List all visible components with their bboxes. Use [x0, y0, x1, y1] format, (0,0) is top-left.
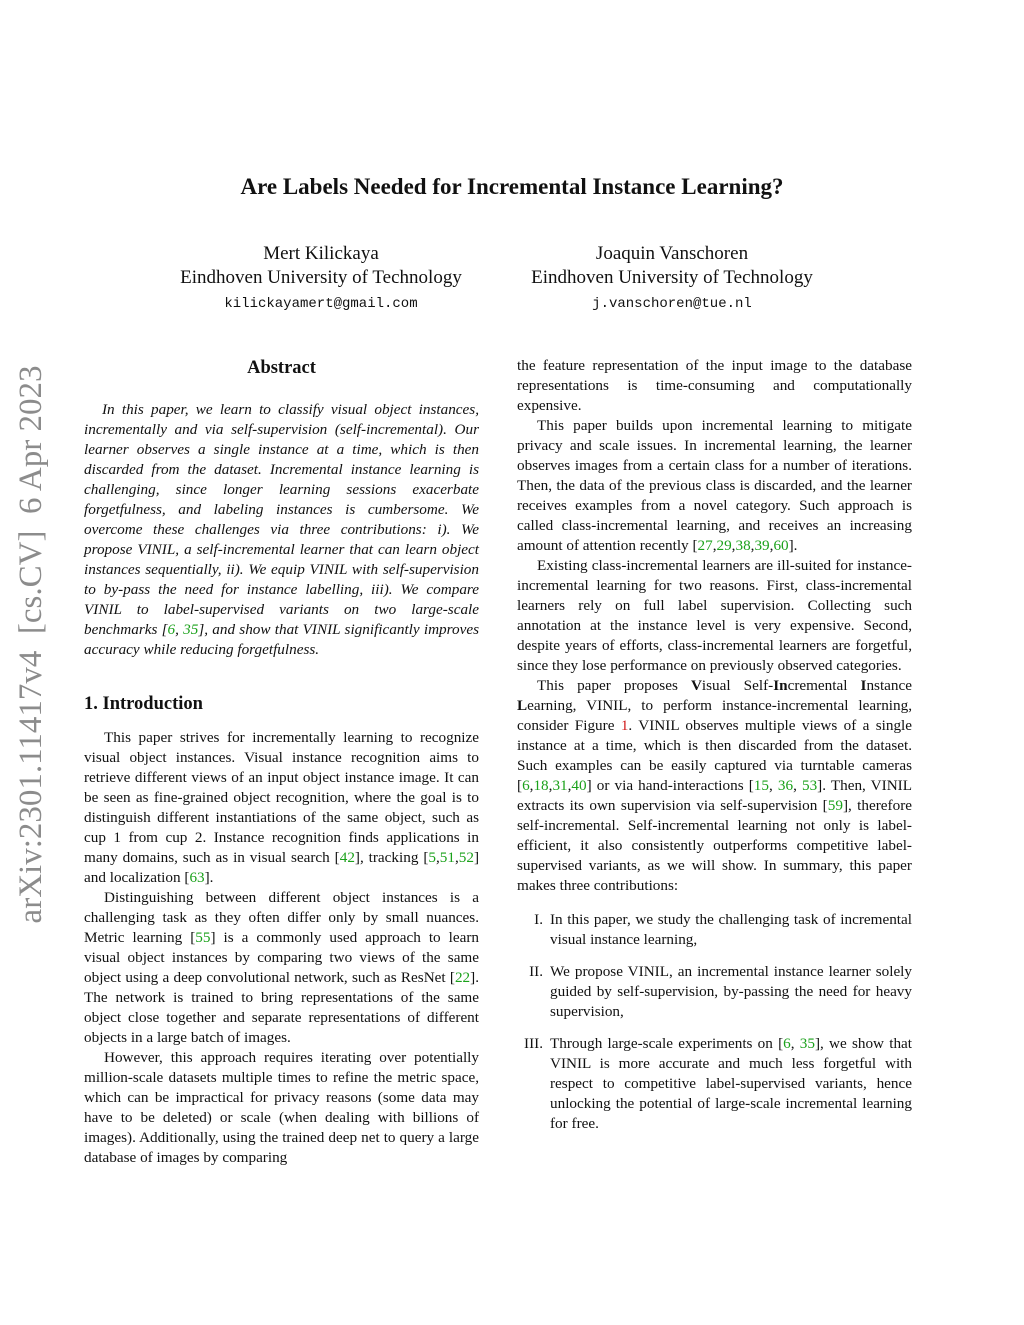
citation[interactable]: 18	[533, 777, 549, 794]
arxiv-sidebar-stamp	[8, 362, 52, 927]
citation[interactable]: 35	[183, 621, 199, 638]
list-number: I.	[534, 911, 543, 928]
author-block-2	[502, 242, 842, 314]
citation[interactable]: 31	[552, 777, 568, 794]
list-item: III. Through large-scale experiments on [6, 35], we show that VINIL is more accurate and much less forgetful with respect to competitive label-supervised variants, hence unlocking the potential of large-scale incremental learning for free.	[517, 1034, 912, 1134]
citation[interactable]: 6	[522, 777, 530, 794]
citation[interactable]: 39	[754, 537, 770, 554]
citation[interactable]: 15	[753, 777, 769, 794]
citation[interactable]: 29	[716, 537, 732, 554]
arxiv-id: arXiv:2301.11417v4 [cs.CV] 6 Apr 2023	[13, 365, 49, 924]
contributions-list	[517, 910, 912, 1134]
citation[interactable]: 55	[195, 929, 211, 946]
list-item: II. We propose VINIL, an incremental instance learner solely guided by self-supervision, by-passing the need for heavy supervision,	[517, 962, 912, 1022]
abstract-heading: Abstract	[247, 358, 316, 378]
citation[interactable]: 6	[167, 621, 176, 638]
citation[interactable]: 35	[799, 1035, 815, 1052]
arxiv-sidebar-svg	[8, 362, 52, 927]
citation[interactable]: 5	[428, 849, 436, 866]
citation[interactable]: 36	[777, 777, 794, 794]
author-name: Joaquin Vanschoren	[595, 243, 749, 264]
citation[interactable]: 63	[189, 869, 205, 886]
author-affiliation: Eindhoven University of Technology	[180, 267, 462, 288]
citation[interactable]: 27	[697, 537, 713, 554]
citation[interactable]: 51	[439, 849, 455, 866]
paper-title: Are Labels Needed for Incremental Instance Learning?	[240, 174, 784, 199]
citation[interactable]: 22	[454, 969, 471, 986]
paragraph: This paper strives for incrementally learning to recognize visual object instances. Visual instance recognition aims to retrieve different views of an input object instance image. It can be seen as fine-grained object recognition, where the goal is to distinguish different instantiations of the same object, such as cup 1 from cup 2. Instance recognition finds applications in many domains, such as in visual search [42], tracking [5,51,52] and localization [63].	[84, 729, 479, 886]
figure-reference[interactable]: 1	[620, 717, 629, 734]
citation[interactable]: 40	[571, 777, 587, 794]
citation[interactable]: 6	[783, 1035, 791, 1052]
author-affiliation: Eindhoven University of Technology	[531, 267, 813, 288]
right-column	[517, 356, 912, 1146]
paragraph: Distinguishing between different object instances is a challenging task as they often differ only by small nuances. Metric learning [55] is a commonly used approach to learn visual object instances by comparing two views of the same object using a deep convolutional network, such as ResNet [22]. The network is trained to bring representations of the same object close together and separate representations of different objects in a large batch of images.	[84, 889, 479, 1046]
list-number: II.	[529, 963, 543, 980]
paragraph: Existing class-incremental learners are ill-suited for instance-incremental learning for two reasons. First, class-incremental learners rely on full label supervision. Collecting such annotation at the instance level is very expensive. Second, despite years of efforts, class-incremental learners are forgetful, since they lose performance on previously observed categories.	[517, 557, 912, 674]
citation[interactable]: 52	[458, 849, 474, 866]
paragraph: This paper builds upon incremental learning to mitigate privacy and scale issues. In incremental learning, the learner observes images from a certain class for a number of iterations. Then, the data of the previous class is discarded, and the learner receives examples from a novel category. Such approach is called class-incremental learning, and receives an increasing amount of attention recently [27,29,38,39,60].	[517, 417, 912, 554]
citation[interactable]: 42	[339, 849, 355, 866]
citation[interactable]: 38	[735, 537, 751, 554]
citation[interactable]: 59	[827, 797, 843, 814]
citation[interactable]: 60	[773, 537, 789, 554]
paragraph: This paper proposes Visual Self-Incremental Instance Learning, VINIL, to perform instance-incremental learning, consider Figure 1. VINIL observes multiple views of a single instance at a time, which is then discarded from the dataset. Such examples can be easily captured via turntable cameras [6,18,31,40] or via hand-interactions [15, 36, 53]. Then, VINIL extracts its own supervision via self-supervision [59], therefore self-incremental. Self-incremental learning not only is label-efficient, it also consistently outperforms competitive label-supervised variants, as we will show. In summary, this paper makes three contributions:	[517, 677, 912, 894]
abstract-text: In this paper, we learn to classify visual object instances, incrementally and via self-supervision (self-incremental). Our learner observes a single instance at a time, which is then discarded from the dataset. Incremental instance learning is challenging, since longer learning sessions exacerbate forgetfulness, and labeling instances is cumbersome. We overcome these challenges via three contributions: i). We propose VINIL, a self-incremental learner that can learn object instances sequentially, ii). We equip VINIL with self-supervision to by-pass the need for instance labelling, iii). We compare VINIL to label-supervised variants on two large-scale benchmarks [6, 35], and show that VINIL significantly improves accuracy while reducing forgetfulness.	[84, 401, 479, 658]
section-heading-introduction: 1. Introduction	[84, 694, 203, 714]
left-column	[84, 356, 479, 1168]
author-email: kilickayamert@gmail.com	[224, 296, 418, 312]
paragraph: the feature representation of the input image to the database representations is time-consuming and computationally expensive.	[517, 357, 912, 414]
author-block-1	[151, 242, 491, 314]
author-name: Mert Kilickaya	[263, 243, 379, 264]
list-number: III.	[524, 1035, 543, 1052]
citation[interactable]: 53	[801, 777, 818, 794]
list-item: I. In this paper, we study the challenging task of incremental visual instance learning,	[517, 910, 912, 950]
author-email: j.vanschoren@tue.nl	[592, 296, 752, 312]
paragraph: However, this approach requires iterating over potentially million-scale datasets multiple times to refine the metric space, which can be impractical for privacy reasons (some data may have to be deleted) or scale (when dealing with billions of images). Additionally, using the trained deep net to query a large database of images by comparing	[84, 1049, 479, 1166]
